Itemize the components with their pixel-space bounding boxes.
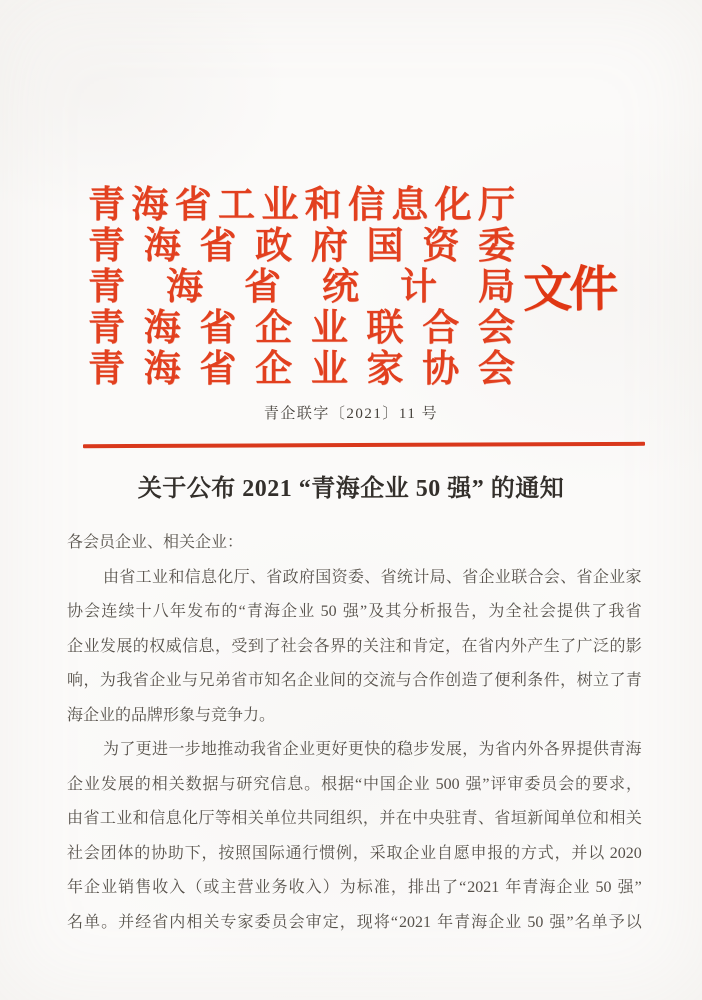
body-line: 响 ， 为 我 省 企 业 与 兄 弟 省 市 知 名 企 业 间 的 交 流 与 合 作 创 造 了 便 利 条 件 ， 树 立 了 青 [67, 672, 642, 689]
body-line: 名 单 。 并 经 省 内 相 关 专 家 委 员 会 审 定 ， 现 将 “ 2021 年 青 海 企 业 50 强 ” 名 单 予 以 [67, 913, 642, 931]
document-title: 关于公布 2021 “青海企业 50 强” 的通知 [137, 476, 565, 502]
document-body [67, 526, 642, 940]
issuing-org-line: 青 海 省 企 业 家 协 会 [88, 348, 515, 390]
letterhead [88, 180, 515, 390]
issuing-org-line: 青 海 省 企 业 联 合 会 [88, 307, 515, 349]
body-line: 协 会 连 续 十 八 年 发 布 的 “ 青 海 企 业 50 强 ” 及 其 分 析 报 告 ， 为 全 社 会 提 供 了 我 省 [67, 603, 642, 620]
doc-number: 青企联字〔2021〕11 号 [263, 406, 439, 422]
body-line: 为 了 更 进 一 步 地 推 动 我 省 企 业 更 好 更 快 的 稳 步 发 展 ， 为 省 内 外 各 界 提 供 青 海 [103, 741, 642, 758]
body-line: 各会员企业、相关企业： [67, 534, 244, 551]
body-line: 由 省 工 业 和 信 息 化 厅 等 相 关 单 位 共 同 组 织 ， 并 在 中 央 驻 青 、 省 垣 新 闻 单 位 和 相 关 [67, 810, 642, 827]
body-line: 社 会 团 体 的 协 助 下 ， 按 照 国 际 通 行 惯 例 ， 采 取 企 业 自 愿 申 报 的 方 式 ， 并 以 2020 [67, 844, 642, 862]
body-line: 企 业 发 展 的 权 威 信 息 ， 受 到 了 社 会 各 界 的 关 注 和 肯 定 ， 在 省 内 外 产 生 了 广 泛 的 影 [67, 637, 642, 655]
issuing-org-line: 青 海 省 统 计 局 [88, 266, 515, 308]
issuing-org-line: 青 海 省 政 府 国 资 委 [88, 225, 515, 267]
red-separator-rule [83, 442, 645, 448]
body-line: 海企业的品牌形象与竞争力。 [67, 706, 276, 724]
issuing-org-line: 青 海 省 工 业 和 信 息 化 厅 [88, 184, 515, 226]
body-line: 企 业 发 展 的 相 关 数 据 与 研 究 信 息 。 根 据 “ 中 国 企 业 500 强 ” 评 审 委 员 会 的 要 求 ， [67, 775, 642, 793]
body-line: 由 省 工 业 和 信 息 化 厅 、 省 政 府 国 资 委 、 省 统 计 局 、 省 企 业 联 合 会 、 省 企 业 家 [103, 568, 642, 586]
body-line: 年 企 业 销 售 收 入 （ 或 主 营 业 务 收 入 ） 为 标 准 ， 排 出 了 “ 2021 年 青 海 企 业 50 强 ” [67, 879, 642, 896]
doc-type-label: 文件 [522, 261, 616, 318]
